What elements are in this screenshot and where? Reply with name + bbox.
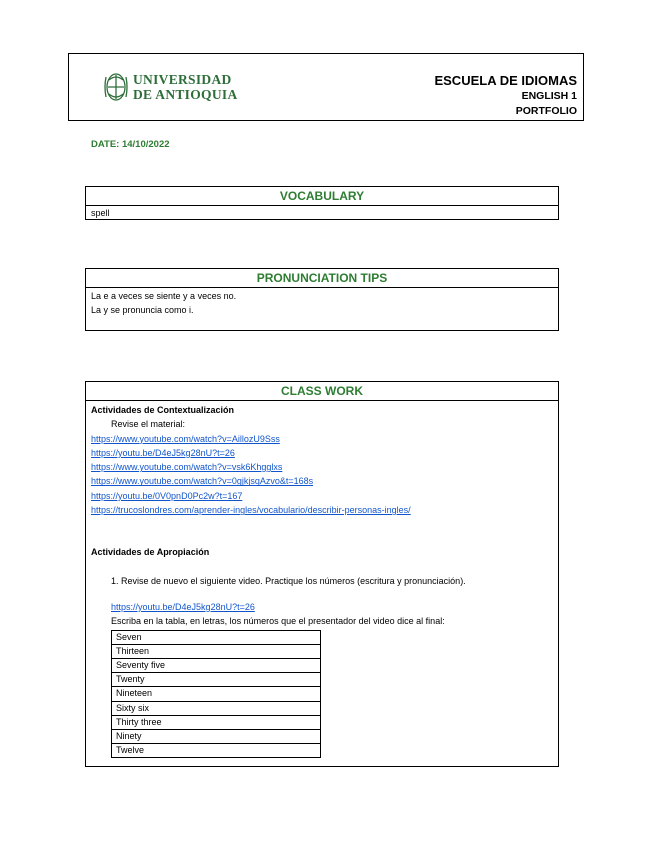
table-row bbox=[112, 630, 321, 644]
table-instruction: Escriba en la tabla, en letras, los números que el presentador del video dice al final: bbox=[111, 616, 445, 627]
material-link-3[interactable]: https://www.youtube.com/watch?v=vsk6Khgglxs bbox=[91, 462, 283, 473]
pronunciation-line: La y se pronuncia como i. bbox=[91, 305, 194, 315]
table-cell: Twenty bbox=[112, 673, 321, 687]
review-label: Revise el material: bbox=[111, 419, 186, 430]
university-logo bbox=[103, 70, 253, 106]
university-name bbox=[133, 72, 238, 102]
logo-line-1: UNIVERSIDAD bbox=[133, 72, 232, 87]
course-name: ENGLISH 1 bbox=[521, 90, 577, 102]
header-info bbox=[434, 73, 577, 119]
pronunciation-line: La e a veces se siente y a veces no. bbox=[91, 291, 237, 301]
pronunciation-content bbox=[86, 288, 558, 317]
vocabulary-section bbox=[85, 186, 559, 220]
vocabulary-content: spell bbox=[91, 208, 110, 218]
material-link-5[interactable]: https://youtu.be/0V0pnD0Pc2w?t=167 bbox=[91, 490, 243, 501]
table-cell: Twelve bbox=[112, 744, 321, 758]
classwork-section bbox=[85, 381, 559, 767]
table-cell: Thirty three bbox=[112, 715, 321, 729]
table-row bbox=[112, 644, 321, 658]
numbers-table bbox=[111, 630, 321, 759]
document-date: DATE: 14/10/2022 bbox=[91, 139, 170, 150]
table-row bbox=[112, 673, 321, 687]
document-header bbox=[68, 53, 584, 121]
pronunciation-section bbox=[85, 268, 559, 331]
appropriation-heading: Actividades de Apropiación bbox=[91, 547, 210, 558]
logo-line-2: DE ANTIOQUIA bbox=[133, 87, 238, 102]
table-cell: Seventy five bbox=[112, 658, 321, 672]
table-row bbox=[112, 658, 321, 672]
table-cell: Ninety bbox=[112, 729, 321, 743]
pronunciation-title: PRONUNCIATION TIPS bbox=[86, 269, 558, 288]
table-row bbox=[112, 729, 321, 743]
table-row bbox=[112, 744, 321, 758]
material-link-4[interactable]: https://www.youtube.com/watch?v=0gjkjsqAzvo&t=168s bbox=[91, 476, 314, 487]
vocabulary-title: VOCABULARY bbox=[86, 187, 558, 206]
table-row bbox=[112, 687, 321, 701]
classwork-title: CLASS WORK bbox=[86, 382, 558, 401]
activity-item-1: 1. Revise de nuevo el siguiente video. Practique los números (escritura y pronunciación). bbox=[111, 575, 466, 586]
material-link-2[interactable]: https://youtu.be/D4eJ5kg28nU?t=26 bbox=[91, 447, 235, 458]
material-link-1[interactable]: https://www.youtube.com/watch?v=AillozU9Sss bbox=[91, 433, 280, 444]
table-row bbox=[112, 715, 321, 729]
table-cell: Seven bbox=[112, 630, 321, 644]
seal-icon bbox=[103, 70, 129, 104]
classwork-content bbox=[86, 401, 558, 760]
table-cell: Thirteen bbox=[112, 644, 321, 658]
school-name: ESCUELA DE IDIOMAS bbox=[434, 73, 577, 88]
material-link-6[interactable]: https://trucoslondres.com/aprender-ingles/vocabulario/describir-personas-ingles/ bbox=[91, 505, 411, 516]
activity-link[interactable]: https://youtu.be/D4eJ5kg28nU?t=26 bbox=[111, 601, 255, 612]
table-cell: Sixty six bbox=[112, 701, 321, 715]
contextualization-heading: Actividades de Contextualización bbox=[91, 405, 235, 415]
table-row bbox=[112, 701, 321, 715]
table-cell: Nineteen bbox=[112, 687, 321, 701]
document-type: PORTFOLIO bbox=[515, 105, 577, 117]
